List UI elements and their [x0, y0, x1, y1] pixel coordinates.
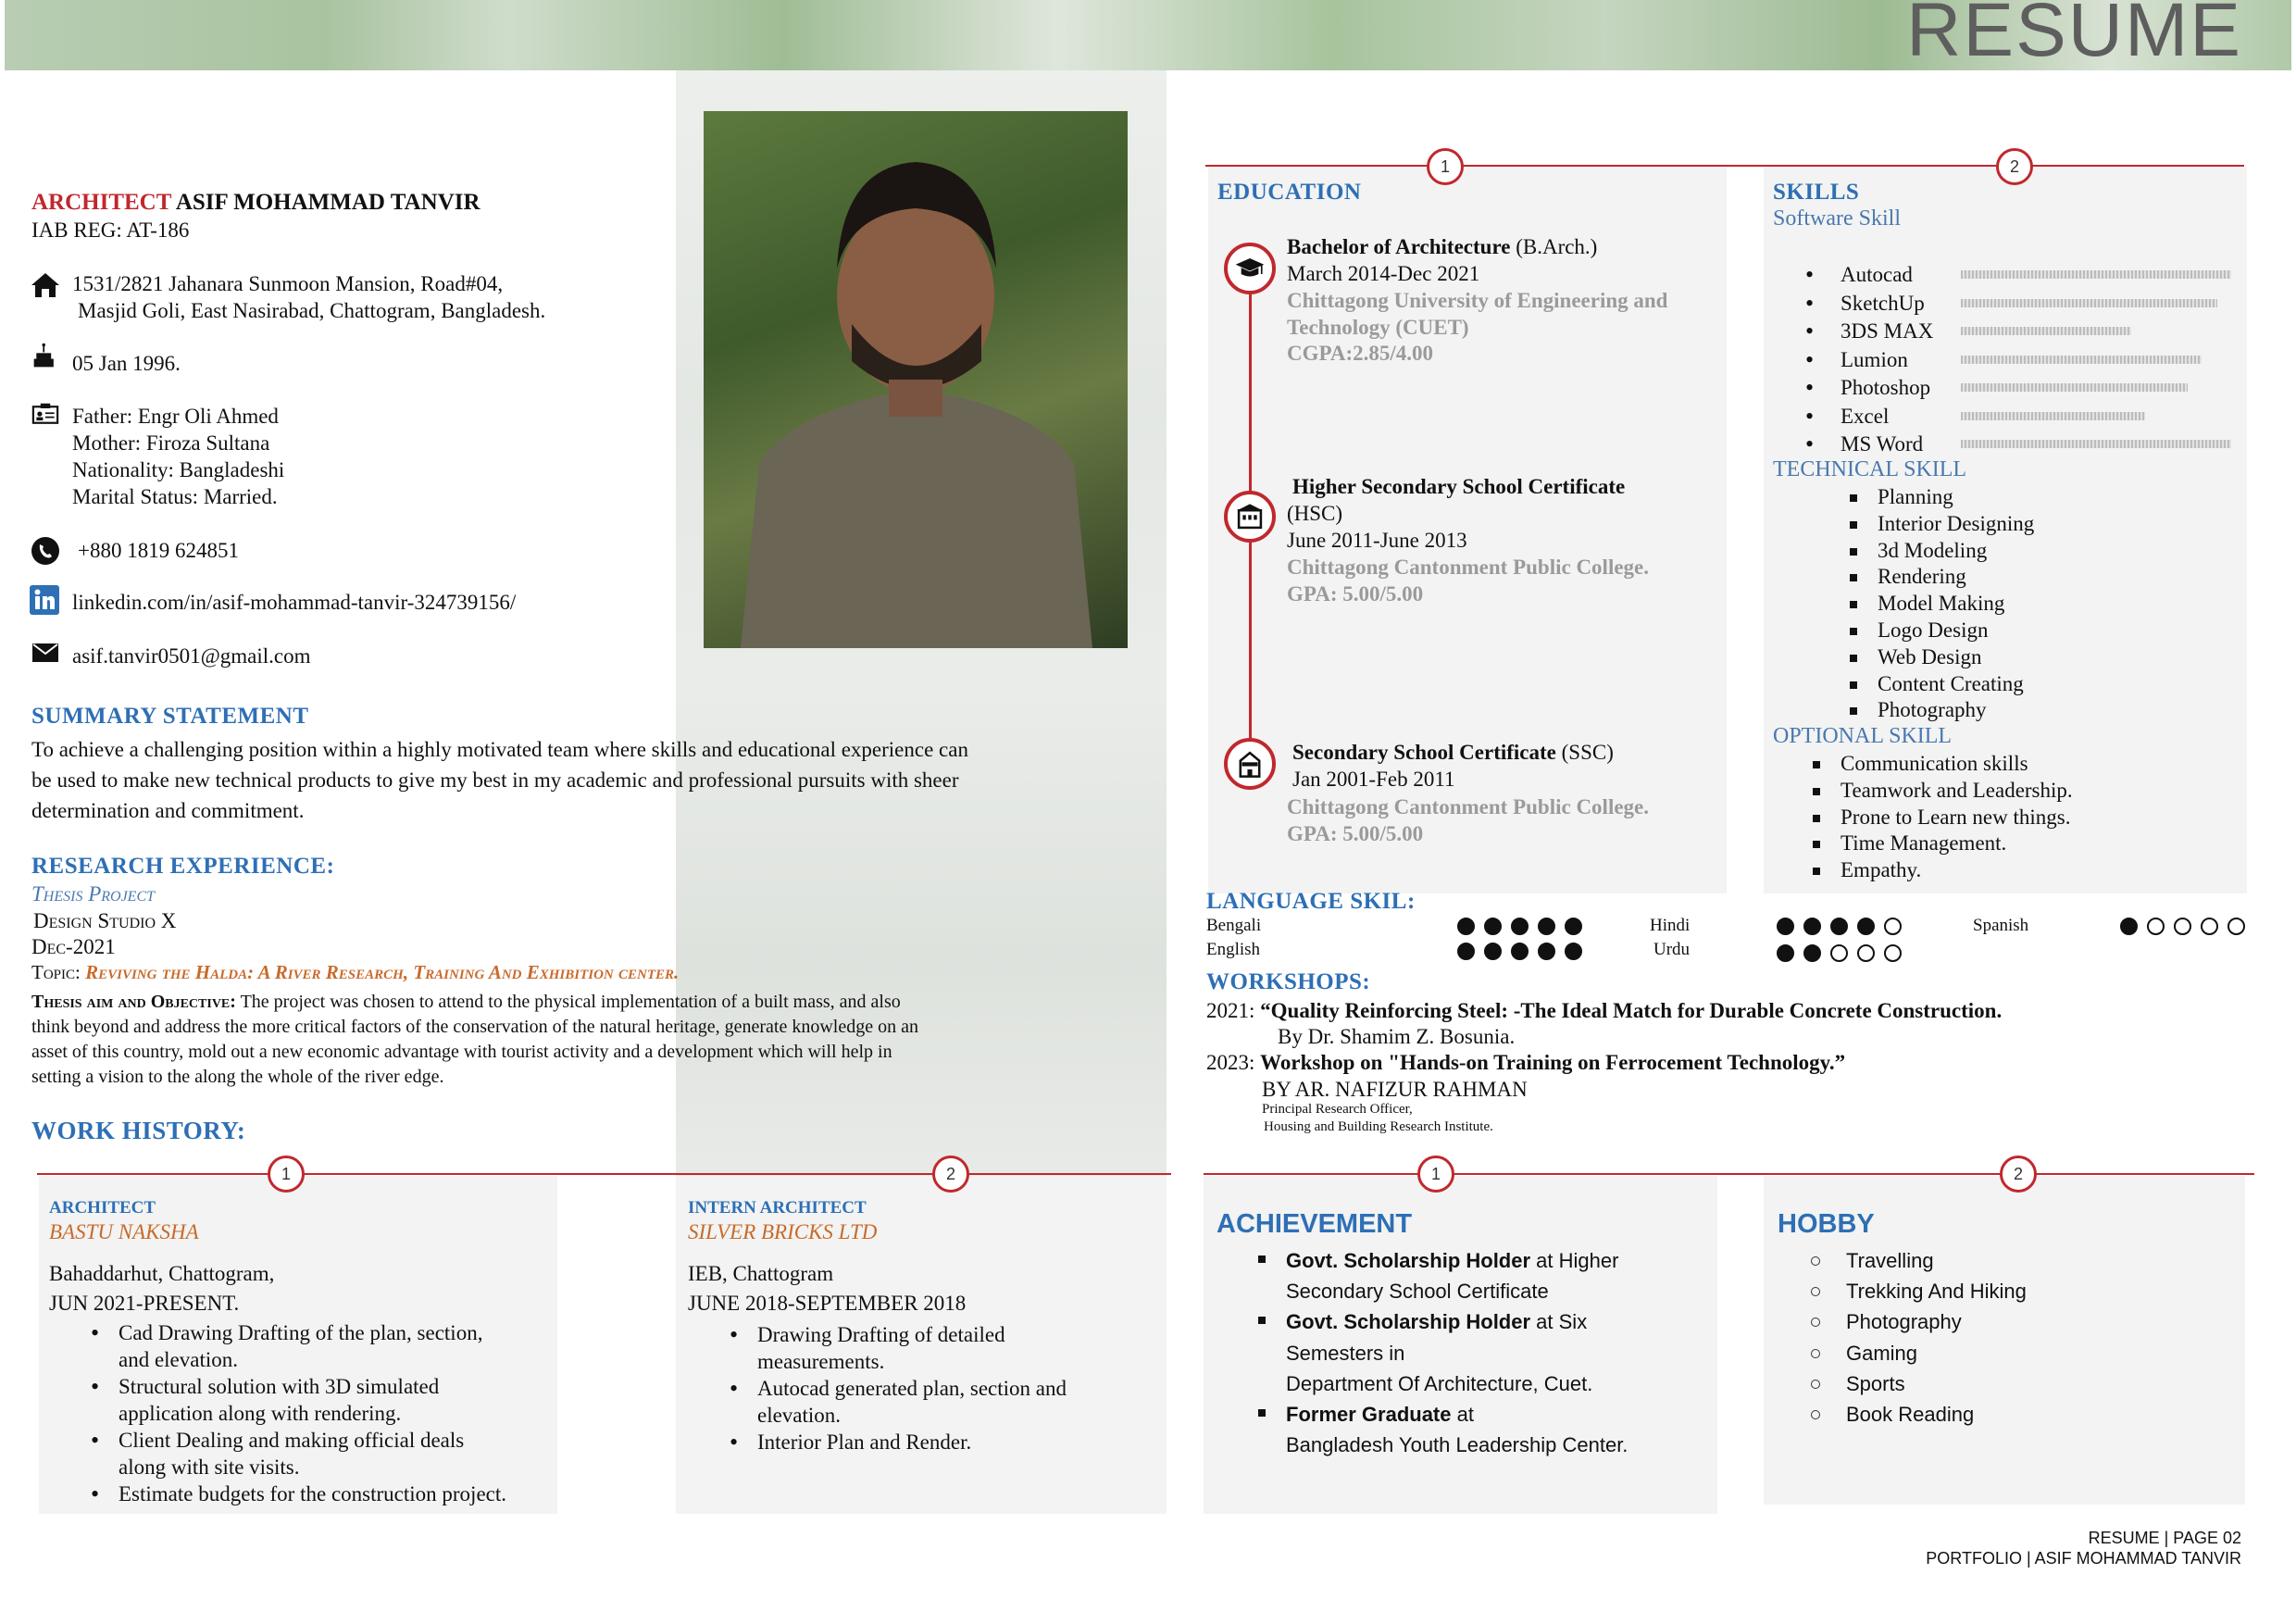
rating-dot-filled — [1857, 918, 1875, 935]
topic-title: Reviving the Halda: A River Research, Training And Exhibition center. — [85, 961, 680, 983]
job-period: JUNE 2018-SEPTEMBER 2018 — [688, 1292, 967, 1315]
list-item: Communication skills — [1803, 751, 2073, 778]
job-duties — [85, 1319, 506, 1507]
person-name: ASIF MOHAMMAD TANVIR — [175, 190, 480, 215]
degree-period: March 2014-Dec 2021 — [1287, 262, 1480, 285]
list-item: Interior Designing — [1841, 511, 2034, 538]
achievement-heading: ACHIEVEMENT — [1217, 1209, 1413, 1239]
list-item: Sports — [1802, 1368, 2027, 1399]
language-rating — [1457, 943, 1591, 965]
list-item: • Autocad generated plan, section and elevation. — [724, 1375, 1067, 1429]
job-location: IEB, Chattogram — [688, 1262, 834, 1285]
list-item: Gaming — [1802, 1338, 2027, 1368]
job-duties — [724, 1321, 1067, 1455]
phone-number[interactable]: +880 1819 624851 — [78, 539, 239, 562]
software-name: Excel — [1841, 404, 1890, 428]
skill-level-bar — [1961, 327, 2131, 335]
institution: Chittagong Cantonment Public College. — [1287, 556, 1649, 579]
list-item: Book Reading — [1802, 1399, 2027, 1430]
technical-skill-list — [1841, 484, 2034, 724]
language-rating — [1777, 944, 1911, 967]
achievement-number: 1 — [1417, 1156, 1454, 1193]
id-card-icon — [30, 402, 61, 431]
list-item: Trekking And Hiking — [1802, 1276, 2027, 1306]
bullet-icon: • — [1805, 374, 1815, 401]
list-item: Model Making — [1841, 591, 2034, 618]
aim-text: think beyond and address the more critical factors of the conservation of the natural heritage, generate knowledge on an — [31, 1017, 918, 1037]
hobby-heading: HOBBY — [1778, 1209, 1875, 1239]
research-date: Dec-2021 — [31, 935, 116, 958]
list-item: Former Graduate at Bangladesh Youth Leadership Center. — [1249, 1399, 1628, 1460]
list-item: Logo Design — [1841, 618, 2034, 644]
aim-text: setting a vision to the along the whole of the river edge. — [31, 1067, 444, 1087]
list-item: Time Management. — [1803, 831, 2073, 857]
language-name: Hindi — [1650, 916, 1691, 935]
software-name: SketchUp — [1841, 291, 1925, 315]
rating-dot-filled — [1803, 918, 1821, 935]
software-skill-row — [1805, 374, 2240, 402]
rating-dot-filled — [1803, 944, 1821, 962]
rating-dot-empty — [1830, 944, 1848, 962]
list-item: Photography — [1802, 1306, 2027, 1337]
nationality: Nationality: Bangladeshi — [72, 458, 285, 481]
rating-dot-empty — [2227, 918, 2245, 935]
summary-line: determination and commitment. — [31, 799, 305, 822]
phone-icon — [31, 537, 59, 569]
rating-dot-filled — [1830, 918, 1848, 935]
job-company: SILVER BRICKS LTD — [688, 1220, 878, 1243]
marital-status: Marital Status: Married. — [72, 485, 278, 508]
workshop-2-by: BY AR. NAFIZUR RAHMAN — [1262, 1078, 1528, 1101]
job-location: Bahaddarhut, Chattogram, — [49, 1262, 275, 1285]
list-item: Travelling — [1802, 1245, 2027, 1276]
software-skill-row — [1805, 318, 2240, 345]
rating-dot-filled — [1565, 943, 1582, 960]
skill-level-bar — [1961, 299, 2217, 307]
list-item: Prone to Learn new things. — [1803, 805, 2073, 831]
aim-text: asset of this country, mold out a new economic advantage with tourist activity and a development which will help in — [31, 1042, 892, 1062]
job-company: BASTU NAKSHA — [49, 1220, 199, 1243]
rating-dot-filled — [1511, 918, 1529, 935]
institution: Chittagong Cantonment Public College. — [1287, 795, 1649, 818]
software-skill-row — [1805, 431, 2240, 458]
software-skill-row — [1805, 290, 2240, 318]
skill-level-bar — [1961, 383, 2188, 392]
rating-dot-filled — [1777, 944, 1794, 962]
language-rating — [1777, 918, 1911, 940]
language-name: Spanish — [1973, 916, 2029, 935]
rating-dot-empty — [1884, 918, 1902, 935]
rating-dot-empty — [2147, 918, 2165, 935]
software-skill-row — [1805, 403, 2240, 431]
linkedin-icon — [30, 585, 59, 619]
email-icon — [31, 643, 59, 668]
workshop-2-role: Principal Research Officer, — [1262, 1102, 1413, 1117]
rating-dot-filled — [2120, 918, 2138, 935]
job-title: INTERN ARCHITECT — [688, 1198, 867, 1218]
summary-line: To achieve a challenging position within a highly motivated team where skills and educational experience can — [31, 738, 968, 761]
optional-skill-list — [1803, 751, 2073, 884]
email-address[interactable]: asif.tanvir0501@gmail.com — [72, 644, 311, 668]
language-rating — [2120, 918, 2254, 940]
rating-dot-filled — [1457, 918, 1475, 935]
home-icon — [30, 270, 61, 300]
optional-heading: OPTIONAL SKILL — [1773, 724, 1953, 748]
job-number-2: 2 — [932, 1156, 969, 1193]
work-heading: WORK HISTORY: — [31, 1117, 246, 1144]
hobby-number: 2 — [2000, 1156, 2037, 1193]
language-name: Urdu — [1653, 940, 1691, 959]
rating-dot-filled — [1457, 943, 1475, 960]
list-item: • Cad Drawing Drafting of the plan, section, and elevation. — [85, 1319, 506, 1373]
footer-portfolio: PORTFOLIO | ASIF MOHAMMAD TANVIR — [1926, 1549, 2241, 1568]
list-item: Teamwork and Leadership. — [1803, 778, 2073, 805]
list-item: Planning — [1841, 484, 2034, 511]
list-item: • Drawing Drafting of detailed measurements. — [724, 1321, 1067, 1375]
list-item: • Interior Plan and Render. — [724, 1429, 1067, 1455]
workshop-2: 2023: Workshop on "Hands-on Training on Ferrocement Technology.” — [1206, 1051, 1846, 1074]
software-skill-row — [1805, 261, 2240, 289]
workshops-heading: WORKSHOPS: — [1206, 969, 1371, 994]
skill-level-bar — [1961, 412, 2145, 420]
rating-dot-empty — [2201, 918, 2218, 935]
software-heading: Software Skill — [1773, 206, 1901, 231]
list-item: 3d Modeling — [1841, 538, 2034, 565]
hobby-list — [1802, 1245, 2027, 1430]
degree-title: Secondary School Certificate (SSC) — [1292, 741, 1614, 764]
summary-text — [31, 734, 968, 826]
rating-dot-filled — [1777, 918, 1794, 935]
summary-heading: SUMMARY STATEMENT — [31, 704, 309, 729]
language-name: English — [1206, 940, 1261, 959]
list-item: Rendering — [1841, 564, 2034, 591]
education-heading: EDUCATION — [1217, 180, 1362, 205]
rating-dot-filled — [1511, 943, 1529, 960]
software-name: Lumion — [1841, 347, 1908, 371]
profile-photo — [704, 111, 1128, 648]
registration: IAB REG: AT-186 — [31, 219, 190, 242]
job-period: JUN 2021-PRESENT. — [49, 1292, 240, 1315]
technical-heading: TECHNICAL SKILL — [1773, 457, 1967, 481]
institution: Technology (CUET) — [1287, 316, 1469, 339]
degree-abbr: (HSC) — [1287, 502, 1343, 525]
education-number: 1 — [1427, 148, 1464, 185]
college-icon — [1224, 491, 1276, 543]
address-line-2: Masjid Goli, East Nasirabad, Chattogram, Bangladesh. — [78, 299, 546, 322]
rating-dot-empty — [2174, 918, 2191, 935]
date-of-birth: 05 Jan 1996. — [72, 352, 181, 375]
software-name: 3DS MAX — [1841, 319, 1934, 343]
profile-photo-figure — [704, 111, 1128, 648]
language-name: Bengali — [1206, 916, 1262, 935]
linkedin-link[interactable]: linkedin.com/in/asif-mohammad-tanvir-324739156/ — [72, 591, 517, 614]
list-item: Content Creating — [1841, 671, 2034, 698]
bullet-icon: • — [1805, 318, 1815, 344]
bullet-icon: • — [1805, 345, 1815, 373]
degree-period: June 2011-June 2013 — [1287, 529, 1467, 552]
rating-dot-empty — [1857, 944, 1875, 962]
father-name: Father: Engr Oli Ahmed — [72, 405, 279, 428]
rating-dot-filled — [1538, 918, 1555, 935]
rating-dot-filled — [1565, 918, 1582, 935]
grade: CGPA:2.85/4.00 — [1287, 342, 1434, 365]
skill-level-bar — [1961, 440, 2231, 448]
skill-level-bar — [1961, 270, 2231, 279]
grade: GPA: 5.00/5.00 — [1287, 582, 1424, 606]
footer-page: RESUME | PAGE 02 — [2088, 1529, 2241, 1547]
aim-text: The project was chosen to attend to the physical implementation of a built mass, and also — [240, 992, 901, 1012]
design-studio: Design Studio X — [33, 909, 177, 932]
skills-number: 2 — [1996, 148, 2033, 185]
bullet-icon: • — [1805, 289, 1815, 317]
aim-label: Thesis aim and Objective: — [31, 992, 236, 1012]
grade: GPA: 5.00/5.00 — [1287, 822, 1424, 845]
rating-dot-filled — [1484, 918, 1502, 935]
software-skill-row — [1805, 346, 2240, 374]
resume-title: RESUME — [1906, 0, 2242, 72]
skill-level-bar — [1961, 356, 2202, 364]
mother-name: Mother: Firoza Sultana — [72, 431, 270, 455]
list-item: Photography — [1841, 697, 2034, 724]
cake-icon — [31, 341, 63, 370]
bullet-icon: • — [1805, 261, 1815, 288]
degree-title: Bachelor of Architecture (B.Arch.) — [1287, 235, 1598, 258]
job-number-1: 1 — [268, 1156, 305, 1193]
software-name: MS Word — [1841, 432, 1924, 456]
institution: Chittagong University of Engineering and — [1287, 289, 1668, 312]
language-heading: LANGUAGE SKIL: — [1206, 889, 1416, 914]
achievement-list — [1249, 1245, 1628, 1460]
role-label: ARCHITECT — [31, 190, 171, 215]
research-heading: RESEARCH EXPERIENCE: — [31, 854, 335, 879]
list-item: • Client Dealing and making official deals along with site visits. — [85, 1427, 506, 1480]
work-rule — [37, 1173, 1171, 1175]
topic-label: Topic: — [31, 961, 81, 983]
language-rating — [1457, 918, 1591, 940]
workshop-1-by: By Dr. Shamim Z. Bosunia. — [1278, 1025, 1516, 1048]
rating-dot-empty — [1884, 944, 1902, 962]
school-icon — [1224, 738, 1276, 790]
achievement-rule — [1204, 1173, 2254, 1175]
summary-line: be used to make new technical products to give my best in my academic and professional pursuits with sheer — [31, 768, 959, 792]
graduation-cap-icon — [1224, 243, 1276, 294]
list-item: Govt. Scholarship Holder at Six Semesters in Department Of Architecture, Cuet. — [1249, 1306, 1628, 1399]
bullet-icon: • — [1805, 431, 1815, 457]
list-item: Govt. Scholarship Holder at Higher Secondary School Certificate — [1249, 1245, 1628, 1306]
software-name: Autocad — [1841, 263, 1913, 286]
name-line — [31, 189, 480, 216]
degree-title: Higher Secondary School Certificate — [1292, 475, 1626, 498]
rating-dot-filled — [1484, 943, 1502, 960]
rating-dot-filled — [1538, 943, 1555, 960]
list-item: • Structural solution with 3D simulated application along with rendering. — [85, 1373, 506, 1427]
address-line-1: 1531/2821 Jahanara Sunmoon Mansion, Road#04, — [72, 272, 504, 295]
job-title: ARCHITECT — [49, 1198, 156, 1218]
thesis-label: Thesis Project — [31, 882, 156, 906]
list-item: Web Design — [1841, 644, 2034, 671]
skills-heading: SKILLS — [1773, 180, 1860, 205]
thesis-aim — [31, 990, 1096, 1090]
workshop-2-org: Housing and Building Research Institute. — [1264, 1119, 1493, 1134]
bullet-icon: • — [1805, 402, 1815, 430]
degree-period: Jan 2001-Feb 2011 — [1292, 768, 1455, 791]
workshop-1: 2021: “Quality Reinforcing Steel: -The Ideal Match for Durable Concrete Construction. — [1206, 999, 2003, 1022]
software-name: Photoshop — [1841, 376, 1931, 399]
list-item: Empathy. — [1803, 857, 2073, 884]
research-topic — [31, 961, 679, 984]
list-item: • Estimate budgets for the construction project. — [85, 1480, 506, 1507]
